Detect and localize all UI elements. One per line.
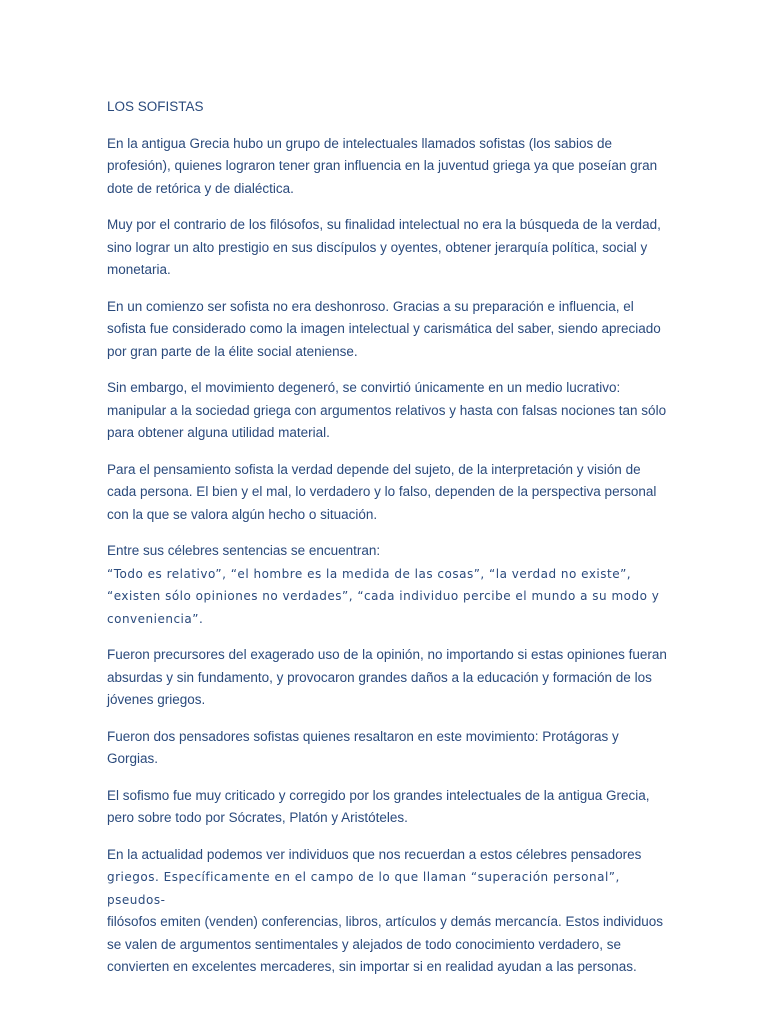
paragraph-degeneration: Sin embargo, el movimiento degeneró, se convirtió únicamente en un medio lucrativo: manipular a la sociedad griega con argumentos relativos y hasta con falsas nociones tan sólo para obtener alguna utilidad material. (107, 380, 667, 440)
paragraph-purpose: Muy por el contrario de los filósofos, su finalidad intelectual no era la búsqueda de la verdad, sino lograr un alto prestigio en sus discípulos y oyentes, obtener jerarquía política, social y monetaria. (107, 217, 661, 277)
today-line-b: griegos. Específicamente en el campo de lo que llaman “superación personal”, pseudos- (107, 870, 620, 907)
paragraph-thinkers: Fueron dos pensadores sofistas quienes resaltaron en este movimiento: Protágoras y Gorgias. (107, 728, 619, 766)
paragraph-relativism: Para el pensamiento sofista la verdad depende del sujeto, de la interpretación y visión de cada persona. El bien y el mal, lo verdadero y lo falso, dependen de la perspectiva personal con la que se valora algún hecho o situación. (107, 461, 657, 522)
document-page (107, 96, 667, 993)
today-line-c: filósofos emiten (venden) conferencias, libros, artículos y demás mercancía. Estos individuos se valen de argumentos sentimentales y alejados de todo conocimiento verdadero, se convierten en excelentes mercaderes, sin importar si en realidad ayudan a las personas. (107, 914, 664, 974)
today-line-a: En la actualidad podemos ver individuos que nos recuerdan a estos célebres pensadores (107, 846, 642, 862)
paragraph-criticism: El sofismo fue muy criticado y corregido por los grandes intelectuales de la antigua Grecia, pero sobre todo por Sócrates, Platón y Aristóteles. (107, 787, 650, 825)
sentences-intro: Entre sus célebres sentencias se encuentran: (107, 543, 381, 558)
paragraph-sentences (107, 540, 667, 630)
paragraph-beginning: En un comienzo ser sofista no era deshonroso. Gracias a su preparación e influencia, el sofista fue considerado como la imagen intelectual y carismática del saber, siendo apreciado por gran parte de la élite social ateniense. (107, 298, 661, 359)
paragraph-today (107, 844, 667, 979)
paragraph-intro: En la antigua Grecia hubo un grupo de intelectuales llamados sofistas (los sabios de profesión), quienes lograron tener gran influencia en la juventud griega ya que poseían gran dote de retórica y de dialéctica. (107, 135, 658, 196)
paragraph-opinion: Fueron precursores del exagerado uso de la opinión, no importando si estas opiniones fueran absurdas y sin fundamento, y provocaron grandes daños a la educación y formación de los jóvenes griegos. (107, 647, 667, 707)
document-title: LOS SOFISTAS (107, 99, 204, 114)
sentences-quotes: “Todo es relativo”, “el hombre es la medida de las cosas”, “la verdad no existe”, “existen sólo opiniones no verdades”, “cada individuo percibe el mundo a su modo y conveniencia”. (107, 566, 660, 626)
